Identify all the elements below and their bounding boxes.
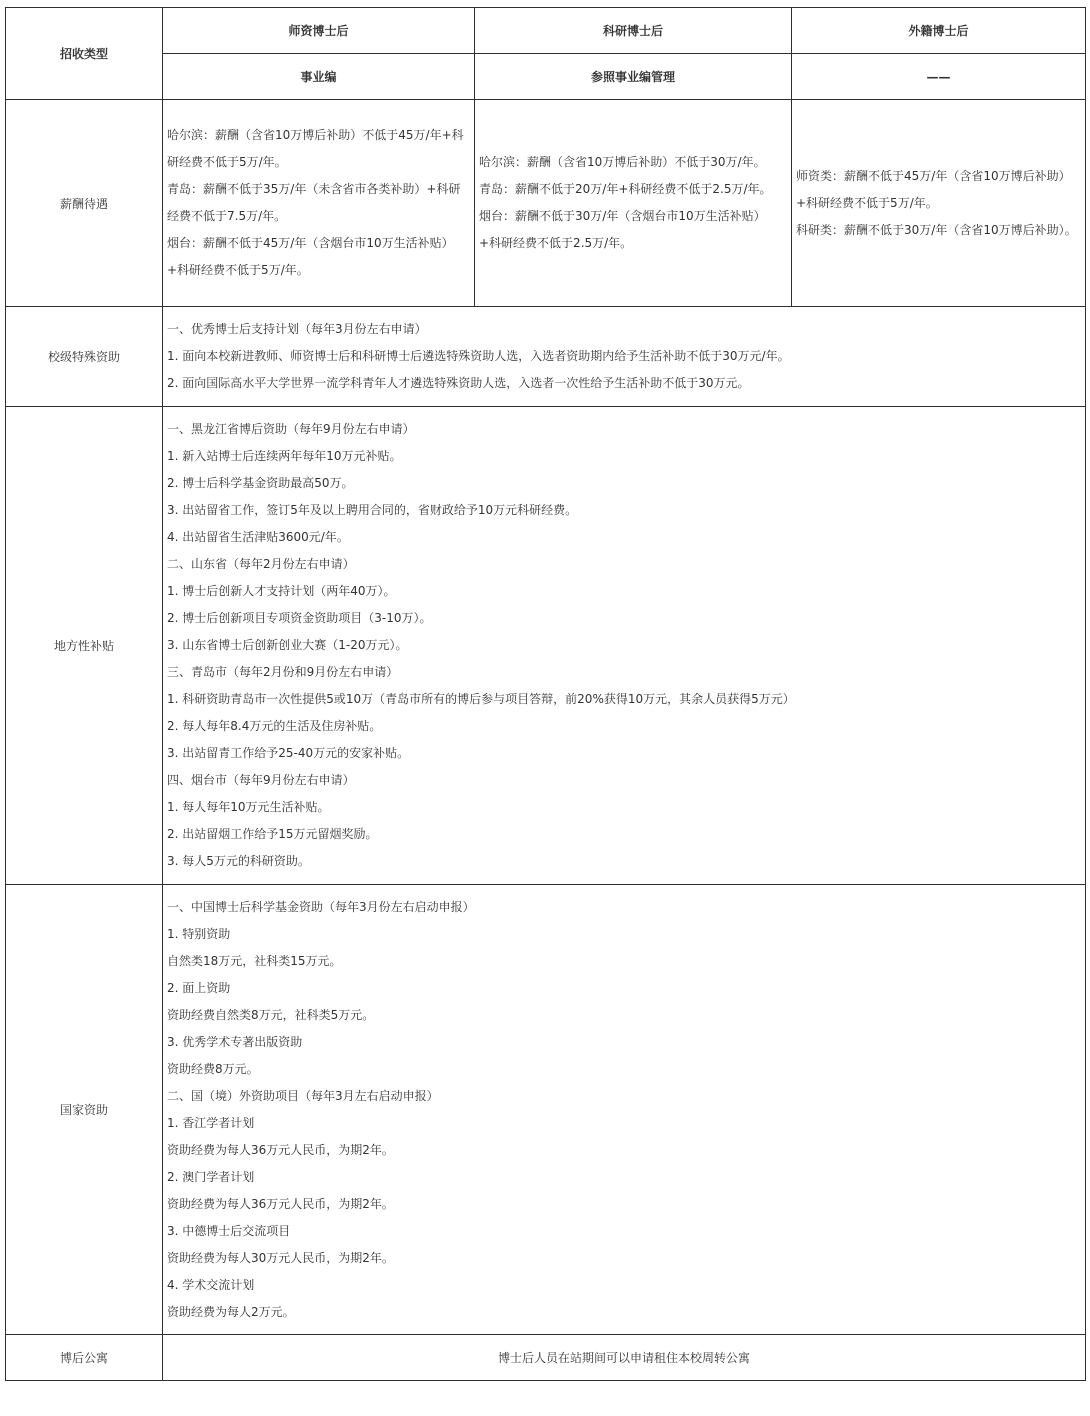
salary-research-line: 哈尔滨：薪酬（含省10万博后补助）不低于30万/年。 bbox=[479, 155, 766, 169]
national-funding-row bbox=[6, 885, 1086, 1335]
national-funding-line: 二、国（境）外资助项目（每年3月左右启动申报） bbox=[167, 1088, 439, 1103]
local-subsidy-line: 2. 出站留烟工作给予15万元留烟奖励。 bbox=[167, 827, 378, 841]
apartment-row bbox=[6, 1335, 1086, 1381]
national-funding-cell bbox=[163, 885, 1086, 1335]
type-label: 招收类型 bbox=[6, 8, 163, 100]
salary-foreign-line: 科研类：薪酬不低于30万/年（含省10万博后补助）。 bbox=[796, 222, 1077, 237]
national-funding-line: 资助经费自然类8万元，社科类5万元。 bbox=[167, 1007, 375, 1022]
school-support-line: 一、优秀博士后支持计划（每年3月份左右申请） bbox=[167, 322, 427, 336]
subcolumn-teacher-postdoc: 事业编 bbox=[163, 54, 475, 100]
salary-teacher-line: 哈尔滨：薪酬（含省10万博后补助）不低于45万/年+科研经费不低于5万/年。 bbox=[167, 128, 464, 169]
national-funding-line: 3. 中德博士后交流项目 bbox=[167, 1223, 291, 1238]
postdoc-benefits-table bbox=[5, 7, 1086, 1381]
salary-foreign-line: 师资类：薪酬不低于45万/年（含省10万博后补助）+科研经费不低于5万/年。 bbox=[796, 168, 1071, 210]
local-subsidy-line: 2. 每人每年8.4万元的生活及住房补贴。 bbox=[167, 719, 382, 733]
local-subsidy-row bbox=[6, 407, 1086, 885]
local-subsidy-line: 1. 每人每年10万元生活补贴。 bbox=[167, 800, 330, 814]
local-subsidy-cell bbox=[163, 407, 1086, 885]
local-subsidy-line: 三、青岛市（每年2月份和9月份左右申请） bbox=[167, 665, 399, 679]
local-subsidy-line: 二、山东省（每年2月份左右申请） bbox=[167, 557, 355, 571]
salary-teacher-cell bbox=[163, 100, 475, 307]
salary-label: 薪酬待遇 bbox=[6, 100, 163, 307]
local-subsidy-line: 3. 每人5万元的科研资助。 bbox=[167, 854, 310, 868]
salary-teacher-line: 烟台：薪酬不低于45万/年（含烟台市10万生活补贴）+科研经费不低于5万/年。 bbox=[167, 236, 454, 277]
local-subsidy-line: 四、烟台市（每年9月份左右申请） bbox=[167, 773, 355, 787]
national-funding-line: 资助经费为每人36万元人民币，为期2年。 bbox=[167, 1142, 394, 1157]
national-funding-line: 资助经费8万元。 bbox=[167, 1061, 259, 1076]
school-support-row bbox=[6, 307, 1086, 407]
local-subsidy-line: 3. 出站留省工作，签订5年及以上聘用合同的，省财政给予10万元科研经费。 bbox=[167, 503, 578, 517]
salary-research-cell bbox=[475, 100, 792, 307]
local-subsidy-label: 地方性补贴 bbox=[6, 407, 163, 885]
national-funding-line: 1. 香江学者计划 bbox=[167, 1115, 255, 1130]
header-row bbox=[6, 8, 1086, 54]
apartment-text: 博士后人员在站期间可以申请租住本校周转公寓 bbox=[163, 1335, 1086, 1381]
national-funding-label: 国家资助 bbox=[6, 885, 163, 1335]
salary-teacher-line: 青岛：薪酬不低于35万/年（未含省市各类补助）+科研经费不低于7.5万/年。 bbox=[167, 182, 461, 223]
local-subsidy-line: 3. 山东省博士后创新创业大赛（1-20万元）。 bbox=[167, 638, 408, 652]
local-subsidy-line: 3. 出站留青工作给予25-40万元的安家补贴。 bbox=[167, 746, 410, 760]
local-subsidy-line: 2. 博士后科学基金资助最高50万。 bbox=[167, 476, 354, 490]
local-subsidy-line: 1. 新入站博士后连续两年每年10万元补贴。 bbox=[167, 449, 402, 463]
column-research-postdoc: 科研博士后 bbox=[475, 8, 792, 54]
salary-research-line: 烟台：薪酬不低于30万/年（含烟台市10万生活补贴）+科研经费不低于2.5万/年。 bbox=[479, 209, 766, 250]
local-subsidy-line: 1. 科研资助青岛市一次性提供5或10万（青岛市所有的博后参与项目答辩，前20%获得10万元，其余人员获得5万元） bbox=[167, 692, 795, 706]
column-foreign-postdoc: 外籍博士后 bbox=[792, 8, 1086, 54]
national-funding-line: 资助经费为每人2万元。 bbox=[167, 1304, 295, 1319]
national-funding-line: 3. 优秀学术专著出版资助 bbox=[167, 1034, 303, 1049]
subheader-row bbox=[6, 54, 1086, 100]
national-funding-line: 自然类18万元，社科类15万元。 bbox=[167, 953, 342, 968]
national-funding-line: 2. 澳门学者计划 bbox=[167, 1169, 255, 1184]
national-funding-line: 1. 特别资助 bbox=[167, 926, 231, 941]
school-support-label: 校级特殊资助 bbox=[6, 307, 163, 407]
local-subsidy-line: 4. 出站留省生活津贴3600元/年。 bbox=[167, 530, 349, 544]
subcolumn-foreign-postdoc: —— bbox=[792, 54, 1086, 100]
local-subsidy-line: 2. 博士后创新项目专项资金资助项目（3-10万）。 bbox=[167, 611, 432, 625]
school-support-cell bbox=[163, 307, 1086, 407]
salary-research-line: 青岛：薪酬不低于20万/年+科研经费不低于2.5万/年。 bbox=[479, 182, 772, 196]
national-funding-line: 一、中国博士后科学基金资助（每年3月份左右启动申报） bbox=[167, 899, 475, 914]
national-funding-line: 4. 学术交流计划 bbox=[167, 1277, 255, 1292]
salary-row bbox=[6, 100, 1086, 307]
school-support-line: 2. 面向国际高水平大学世界一流学科青年人才遴选特殊资助人选，入选者一次性给予生活补助不低于30万元。 bbox=[167, 376, 750, 390]
national-funding-line: 2. 面上资助 bbox=[167, 980, 231, 995]
salary-foreign-cell bbox=[792, 100, 1086, 307]
national-funding-line: 资助经费为每人36万元人民币，为期2年。 bbox=[167, 1196, 394, 1211]
subcolumn-research-postdoc: 参照事业编管理 bbox=[475, 54, 792, 100]
school-support-line: 1. 面向本校新进教师、师资博士后和科研博士后遴选特殊资助人选，入选者资助期内给予生活补助不低于30万元/年。 bbox=[167, 349, 790, 363]
local-subsidy-line: 1. 博士后创新人才支持计划（两年40万）。 bbox=[167, 584, 396, 598]
national-funding-line: 资助经费为每人30万元人民币，为期2年。 bbox=[167, 1250, 394, 1265]
column-teacher-postdoc: 师资博士后 bbox=[163, 8, 475, 54]
apartment-label: 博后公寓 bbox=[6, 1335, 163, 1381]
local-subsidy-line: 一、黑龙江省博后资助（每年9月份左右申请） bbox=[167, 422, 415, 436]
